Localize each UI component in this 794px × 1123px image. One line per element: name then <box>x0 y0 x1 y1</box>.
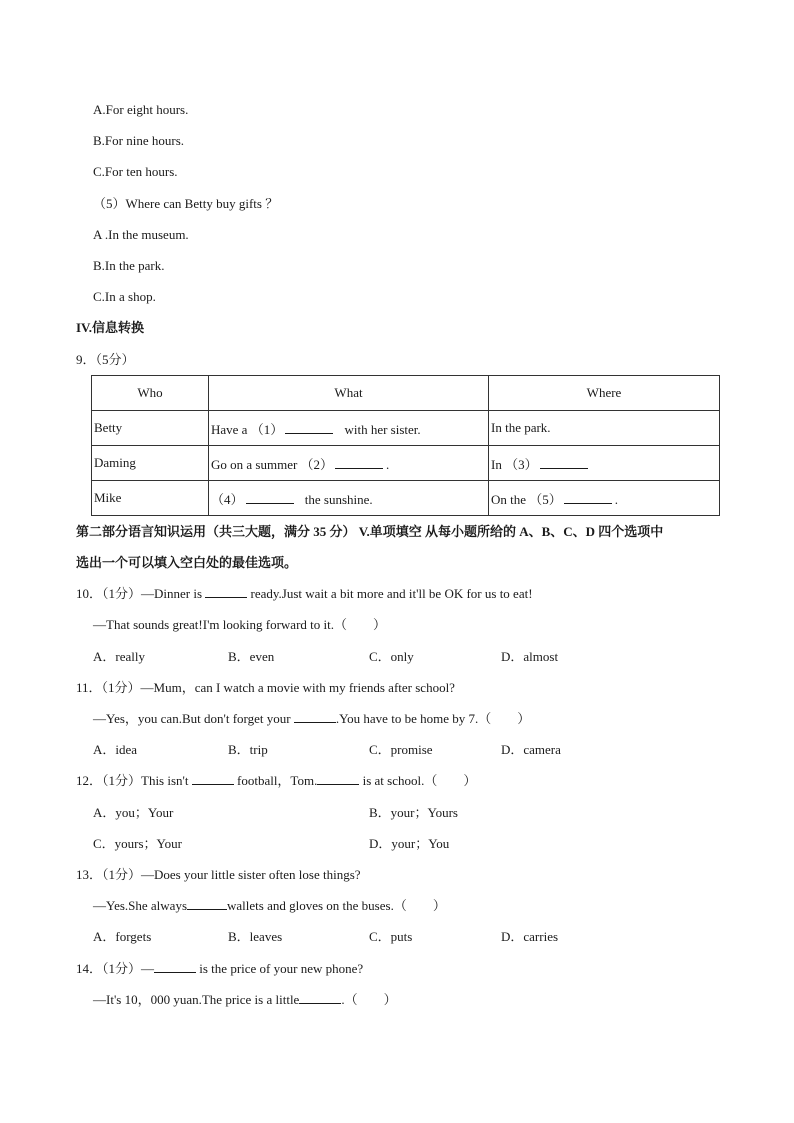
cell-what: Have a （1） with her sister. <box>209 411 489 446</box>
section-title: IV.信息转换 <box>76 320 145 335</box>
part-heading-continued: 选出一个可以填入空白处的最佳选项。 <box>76 555 298 570</box>
option-d[interactable]: D．carries <box>501 929 559 944</box>
option-b: B.For nine hours. <box>93 133 184 148</box>
option-c[interactable]: C．promise <box>369 742 433 757</box>
question-label: 9．（5分） <box>76 352 135 367</box>
option-a[interactable]: A．you；Your <box>93 805 174 820</box>
question-reply: —Yes，you can.But don't forget your .You have to be home by 7.（ ） <box>93 711 531 726</box>
option-c: C.In a shop. <box>93 289 156 304</box>
answer-blank[interactable] <box>564 491 612 504</box>
question-stem: （5）Where can Betty buy gifts ？ <box>93 196 279 211</box>
cell-who: Daming <box>92 446 209 481</box>
question-reply: —It's 10，000 yuan.The price is a little .（ ） <box>93 992 397 1007</box>
table-row <box>92 446 720 481</box>
option-c[interactable]: C．only <box>369 649 414 664</box>
header-who: Who <box>92 376 209 411</box>
option-b: B.In the park. <box>93 258 165 273</box>
cell-where: In （3） <box>489 446 720 481</box>
answer-blank[interactable] <box>246 491 294 504</box>
option-d[interactable]: D．camera <box>501 742 561 757</box>
answer-blank[interactable] <box>285 421 333 434</box>
option-b[interactable]: B．your；Yours <box>369 805 458 820</box>
cell-who: Mike <box>92 481 209 516</box>
question-reply: —That sounds great!I'm looking forward to it.（ ） <box>93 617 386 632</box>
answer-blank[interactable] <box>154 960 196 973</box>
answer-blank[interactable] <box>299 991 341 1004</box>
option-c[interactable]: C．puts <box>369 929 413 944</box>
table-header-row <box>92 376 720 411</box>
header-what: What <box>209 376 489 411</box>
option-a[interactable]: A．idea <box>93 742 138 757</box>
option-c[interactable]: C．yours；Your <box>93 836 182 851</box>
answer-blank[interactable] <box>540 456 588 469</box>
option-a[interactable]: A．forgets <box>93 929 152 944</box>
option-b[interactable]: B．leaves <box>228 929 283 944</box>
answer-blank[interactable] <box>317 772 359 785</box>
cell-where: On the （5） . <box>489 481 720 516</box>
cell-what: Go on a summer （2） . <box>209 446 489 481</box>
answer-blank[interactable] <box>335 456 383 469</box>
cell-what: （4） the sunshine. <box>209 481 489 516</box>
cell-where: In the park. <box>489 411 720 446</box>
option-a: A .In the museum. <box>93 227 189 242</box>
question-stem: 14．（1分）— is the price of your new phone? <box>76 961 364 976</box>
part-heading: 第二部分语言知识运用（共三大题，满分 35 分） V.单项填空 从每小题所给的 A、B、C、D 四个选项中 <box>76 524 664 539</box>
option-b[interactable]: B．trip <box>228 742 268 757</box>
option-d[interactable]: D．almost <box>501 649 559 664</box>
question-stem: 10．（1分）—Dinner is ready.Just wait a bit more and it'll be OK for us to eat! <box>76 586 533 601</box>
option-b[interactable]: B．even <box>228 649 275 664</box>
header-where: Where <box>489 376 720 411</box>
question-stem: 11．（1分）—Mum，can I watch a movie with my friends after school? <box>76 680 455 695</box>
option-a[interactable]: A．really <box>93 649 145 664</box>
answer-blank[interactable] <box>294 710 336 723</box>
option-c: C.For ten hours. <box>93 164 178 179</box>
answer-blank[interactable] <box>187 897 227 910</box>
option-a: A.For eight hours. <box>93 102 189 117</box>
question-stem: 13．（1分）—Does your little sister often lose things? <box>76 867 361 882</box>
answer-blank[interactable] <box>205 585 247 598</box>
info-table <box>91 375 720 516</box>
cell-who: Betty <box>92 411 209 446</box>
table-row <box>92 481 720 516</box>
question-stem: 12．（1分）This isn't football，Tom. is at school.（ ） <box>76 773 477 788</box>
answer-blank[interactable] <box>192 772 234 785</box>
question-reply: —Yes.She always wallets and gloves on the buses.（ ） <box>93 898 446 913</box>
table-row <box>92 411 720 446</box>
option-d[interactable]: D．your；You <box>369 836 450 851</box>
